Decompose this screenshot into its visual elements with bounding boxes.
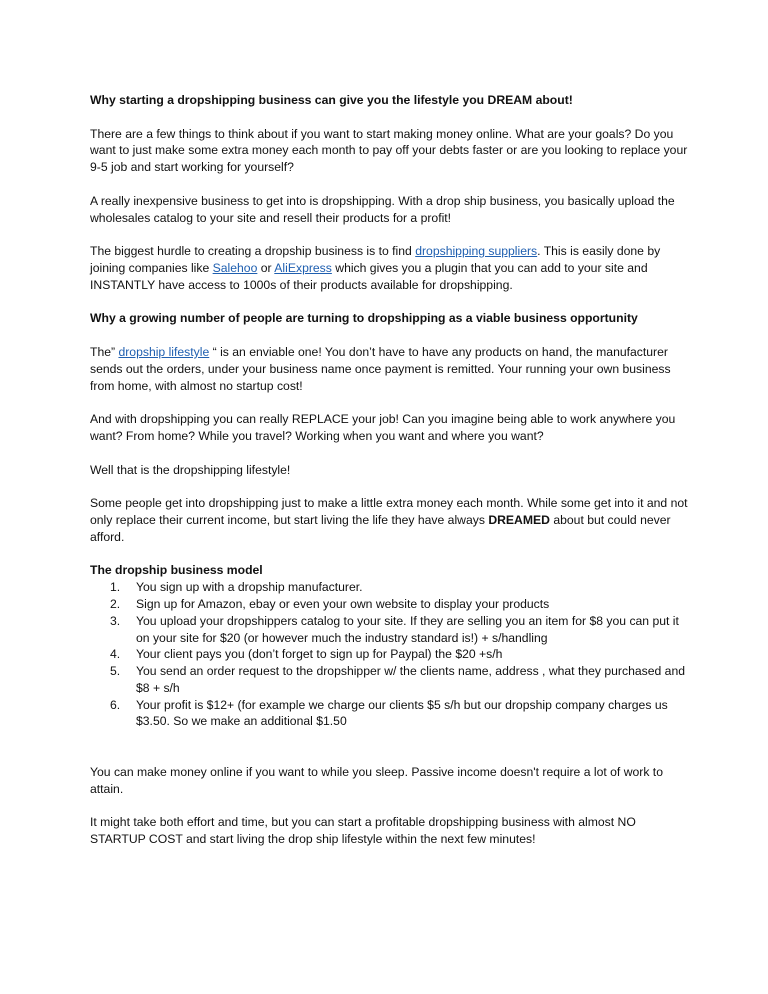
list-item-number: 5. <box>110 664 121 679</box>
list-item-text: Sign up for Amazon, ebay or even your own website to display your products <box>136 596 550 611</box>
list-item-number: 2. <box>110 596 121 611</box>
document-body <box>90 92 690 865</box>
suppliers-text-1: The biggest hurdle to creating a dropship business is to find <box>90 244 416 259</box>
lifestyle-paragraph <box>90 344 690 394</box>
list-item-number: 3. <box>110 613 121 628</box>
list-item-number: 6. <box>110 697 121 712</box>
replace-job-paragraph: And with dropshipping you can really REPLACE your job! Can you imagine being able to work anywhere you want? From home? While you travel? Working when you want and where you want? <box>90 412 676 443</box>
dreamed-emphasis: DREAMED <box>488 512 550 527</box>
list-item-number: 4. <box>110 647 121 662</box>
list-item <box>90 646 690 663</box>
section-heading: Why a growing number of people are turning to dropshipping as a viable business opportunity <box>90 311 638 326</box>
suppliers-text-2: . This is easily done by joining companies like <box>90 244 661 275</box>
extra-money-text-1: Some people get into dropshipping just to make a little extra money each month. While some get into it and not only replace their current income, but start living the life they have always <box>90 496 688 527</box>
business-paragraph: A really inexpensive business to get into is dropshipping. With a drop ship business, you basically upload the wholesales catalog to your site and resell their products for a profit! <box>90 193 675 225</box>
list-item <box>90 663 690 697</box>
suppliers-paragraph <box>90 243 690 293</box>
list-item-text: Your client pays you (don’t forget to sign up for Paypal) the $20 +s/h <box>136 647 503 662</box>
dropshipping-suppliers-link[interactable]: dropshipping suppliers <box>415 244 538 259</box>
intro-paragraph: There are a few things to think about if you want to start making money online. What are your goals? Do you want to just make some extra money each month to pay off your debts faster or are you looking to replace your 9-5 job and start working for yourself? <box>90 126 688 175</box>
lifestyle-text-1: The” <box>90 344 119 359</box>
lifestyle-text-2: “ is an enviable one! You don’t have to have any products on hand, the manufacturer sends out the orders, under your business name once payment is remitted. Your running your own business from home, with almost no startup cost! <box>90 344 671 393</box>
list-item-text: You sign up with a dropship manufacturer. <box>136 580 363 595</box>
suppliers-text-4: which gives you a plugin that you can add to your site and INSTANTLY have access to 1000s of their products available for dropshipping. <box>90 260 648 292</box>
list-item-number: 1. <box>110 580 121 595</box>
list-item-text: You send an order request to the dropshipper w/ the clients name, address , what they purchased and $8 + s/h <box>136 664 686 695</box>
passive-income-paragraph: You can make money online if you want to while you sleep. Passive income doesn't require a lot of work to attain. <box>90 764 663 796</box>
list-item <box>90 596 690 613</box>
list-item-text: Your profit is $12+ (for example we charge our clients $5 s/h but our dropship company charges us $3.50. So we make an additional $1.50 <box>136 697 668 729</box>
extra-money-text-2: about but could never afford. <box>90 512 671 544</box>
model-heading: The dropship business model <box>90 563 263 578</box>
suppliers-text-3: or <box>257 260 275 275</box>
lifestyle-statement: Well that is the dropshipping lifestyle! <box>90 462 291 477</box>
aliexpress-link[interactable]: AliExpress <box>274 260 332 275</box>
page-heading: Why starting a dropshipping business can give you the lifestyle you DREAM about! <box>90 93 573 107</box>
list-item <box>90 697 690 731</box>
list-item-text: You upload your dropshippers catalog to your site. If they are selling you an item for $8 you can put it on your site for $20 (or however much the industry standard is!) + s/handling <box>136 613 679 645</box>
business-model-list <box>90 579 690 730</box>
dropship-lifestyle-link[interactable]: dropship lifestyle <box>118 344 210 359</box>
salehoo-link[interactable]: Salehoo <box>212 260 258 275</box>
extra-money-paragraph <box>90 495 690 545</box>
list-item <box>90 579 690 596</box>
list-item <box>90 613 690 647</box>
closing-paragraph: It might take both effort and time, but you can start a profitable dropshipping business with almost NO STARTUP COST and start living the drop ship lifestyle within the next few minutes! <box>90 815 636 847</box>
